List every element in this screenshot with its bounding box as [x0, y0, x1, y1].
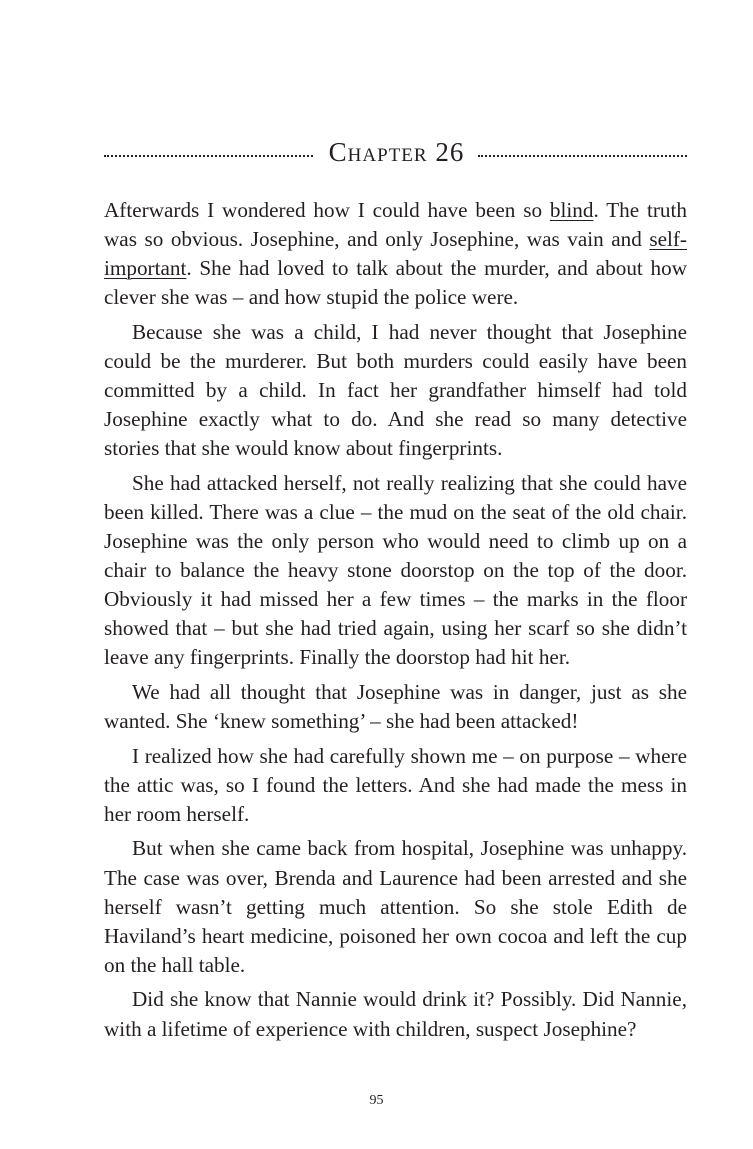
chapter-header	[104, 132, 687, 172]
page-number: 95	[369, 1093, 384, 1108]
chapter-title: Chapter 26	[328, 136, 465, 167]
paragraph-3: She had attacked herself, not really realizing that she could have been killed. There was a clue – the mud on the seat of the old chair. Josephine was the only person who would need to climb up on a chair to balance the heavy stone doorstop on the top of the door. Obviously it had missed her a few times – the marks in the floor showed that – but she had tried again, using her scarf so she didn’t leave any fingerprints. Finally the doorstop had hit her.	[104, 470, 687, 670]
underlined-word-blind: blind	[549, 198, 594, 222]
paragraph-2: Because she was a child, I had never thought that Josephine could be the murderer. But both murders could easily have been committed by a child. In fact her grandfather himself had told Josephine exactly what to do. And she read so many detective stories that she would know about fingerprints.	[104, 319, 687, 461]
paragraph-4: We had all thought that Josephine was in danger, just as she wanted. She ‘knew something’ – she had been attacked!	[104, 680, 687, 734]
paragraph-5: I realized how she had carefully shown me – on purpose – where the attic was, so I found the letters. And she had made the mess in her room herself.	[104, 743, 687, 826]
paragraph-1-part: . She had loved to talk about the murder, and about how clever she was – and how stupid the police were.	[104, 256, 687, 310]
underlined-word-self-important: self-important	[104, 227, 687, 281]
left-dotted-rule	[104, 155, 313, 157]
paragraph-1	[104, 196, 687, 312]
body-text	[104, 196, 687, 1044]
paragraph-1-part: Afterwards I wondered how I could have been so	[104, 198, 550, 222]
paragraph-1-part: . The truth was so obvious. Josephine, and only Josephine, was vain and	[104, 198, 687, 252]
paragraph-7: Did she know that Nannie would drink it? Possibly. Did Nannie, with a lifetime of experience with children, suspect Josephine?	[104, 987, 687, 1041]
paragraph-6: But when she came back from hospital, Josephine was unhappy. The case was over, Brenda and Laurence had been arrested and she herself wasn’t getting much attention. So she stole Edith de Haviland’s heart medicine, poisoned her own cocoa and left the cup on the hall table.	[104, 836, 687, 977]
right-dotted-rule	[478, 155, 687, 157]
